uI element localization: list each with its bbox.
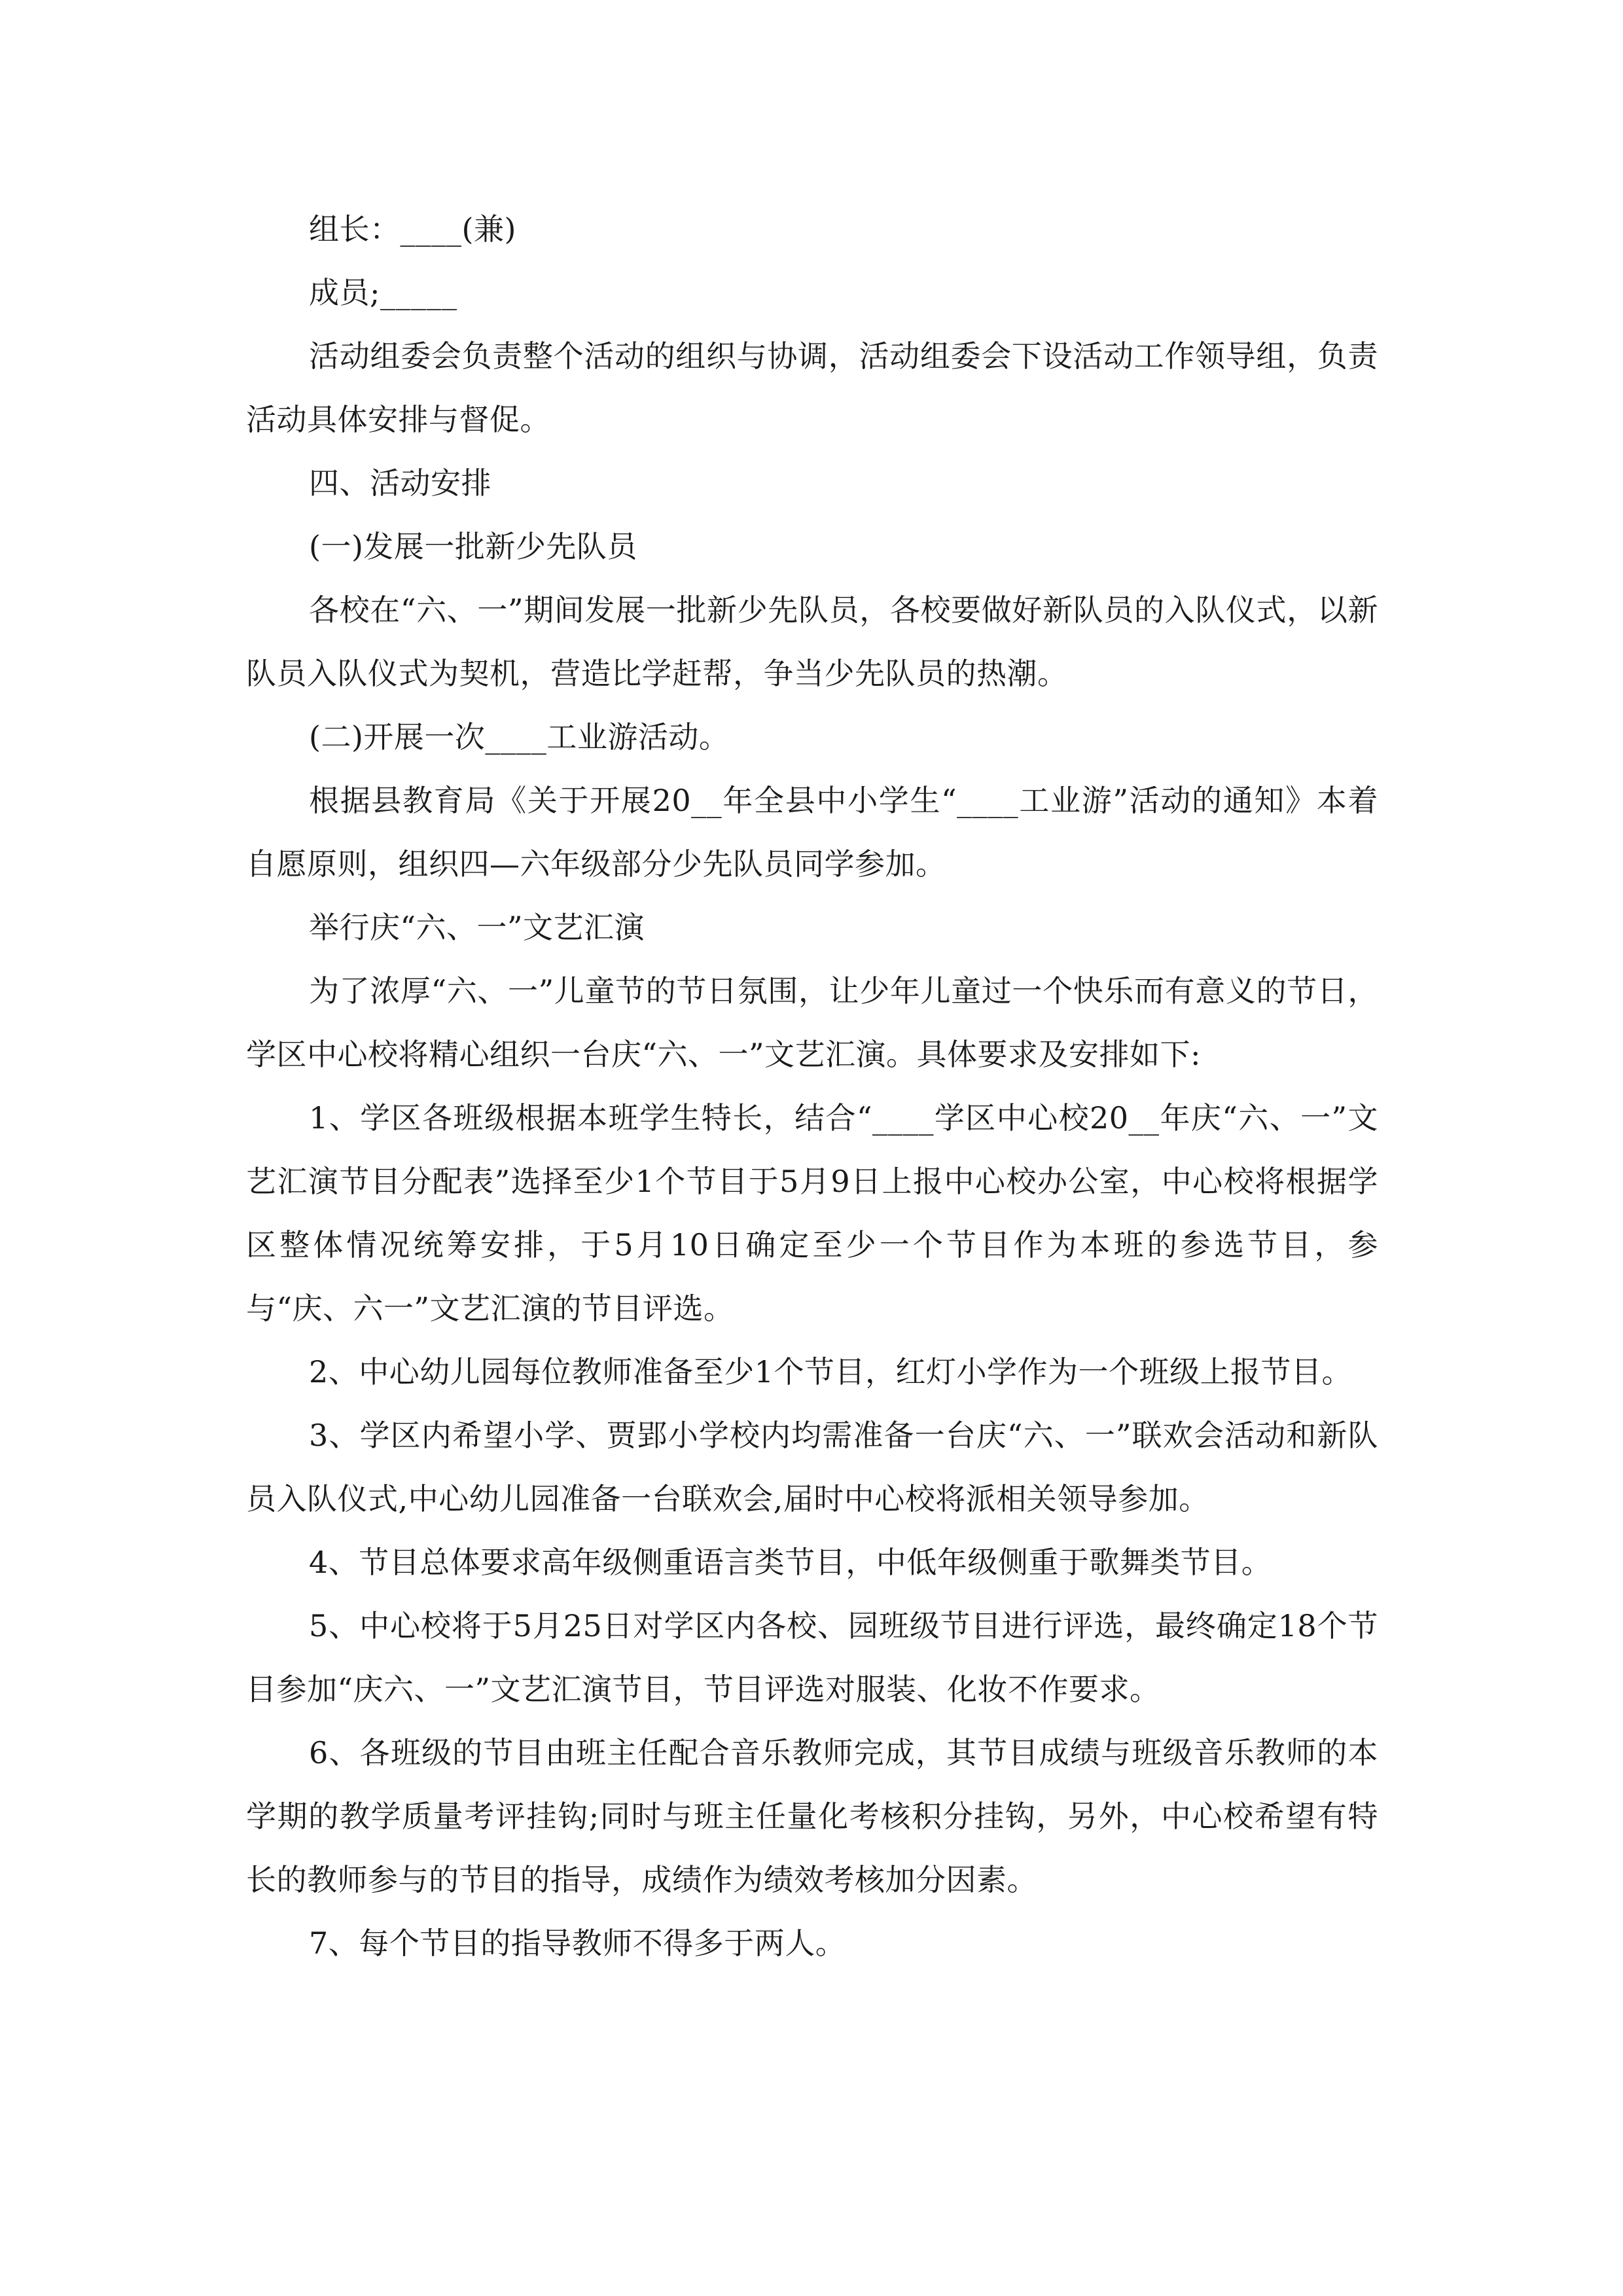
paragraph-performance-intro: 为了浓厚“六、一”儿童节的节日氛围，让少年儿童过一个快乐而有意义的节日，学区中心校将精心组织一台庆“六、一”文艺汇演。具体要求及安排如下: [246, 973, 1378, 1072]
subheading-performance: 举行庆“六、一”文艺汇演 [309, 910, 645, 945]
paragraph-committee: 活动组委会负责整个活动的组织与协调，活动组委会下设活动工作领导组，负责活动具体安排与督促。 [246, 338, 1378, 437]
paragraph-leader: 组长：____(兼) [309, 211, 516, 247]
list-item-3: 3、学区内希望小学、贾郢小学校内均需准备一台庆“六、一”联欢会活动和新队员入队仪式,中心幼儿园准备一台联欢会,届时中心校将派相关领导参加。 [246, 1418, 1378, 1516]
list-item-7: 7、每个节目的指导教师不得多于两人。 [309, 1926, 846, 1961]
paragraph-members: 成员;_____ [309, 275, 457, 310]
list-item-4: 4、节目总体要求高年级侧重语言类节目，中低年级侧重于歌舞类节目。 [309, 1545, 1272, 1580]
list-item-6: 6、各班级的节目由班主任配合音乐教师完成，其节目成绩与班级音乐教师的本学期的教学质量考评挂钩;同时与班主任量化考核积分挂钩，另外，中心校希望有特长的教师参与的节目的指导，成绩作为绩效考核加分因素。 [246, 1735, 1378, 1897]
paragraph-new-members: 各校在“六、一”期间发展一批新少先队员，各校要做好新队员的入队仪式，以新队员入队仪式为契机，营造比学赶帮，争当少先队员的热潮。 [246, 592, 1378, 691]
list-item-5: 5、中心校将于5月25日对学区内各校、园班级节目进行评选，最终确定18个节目参加“庆六、一”文艺汇演节目，节目评选对服装、化妆不作要求。 [246, 1608, 1378, 1707]
list-item-2: 2、中心幼儿园每位教师准备至少1个节目，红灯小学作为一个班级上报节目。 [309, 1354, 1353, 1390]
section-heading-arrangement: 四、活动安排 [309, 465, 491, 501]
document-body [246, 198, 1378, 1975]
paragraph-industrial-tour: 根据县教育局《关于开展20__年全县中小学生“____工业游”活动的通知》本着自愿原则，组织四—六年级部分少先队员同学参加。 [246, 783, 1378, 882]
subheading-new-members: (一)发展一批新少先队员 [309, 529, 637, 564]
subheading-industrial-tour: (二)开展一次____工业游活动。 [309, 719, 730, 755]
list-item-1: 1、学区各班级根据本班学生特长，结合“____学区中心校20__年庆“六、一”文艺汇演节目分配表”选择至少1个节目于5月9日上报中心校办公室，中心校将根据学区整体情况统筹安排，于5月10日确定至少一个节目作为本班的参选节目，参与“庆、六一”文艺汇演的节目评选。 [246, 1100, 1378, 1326]
